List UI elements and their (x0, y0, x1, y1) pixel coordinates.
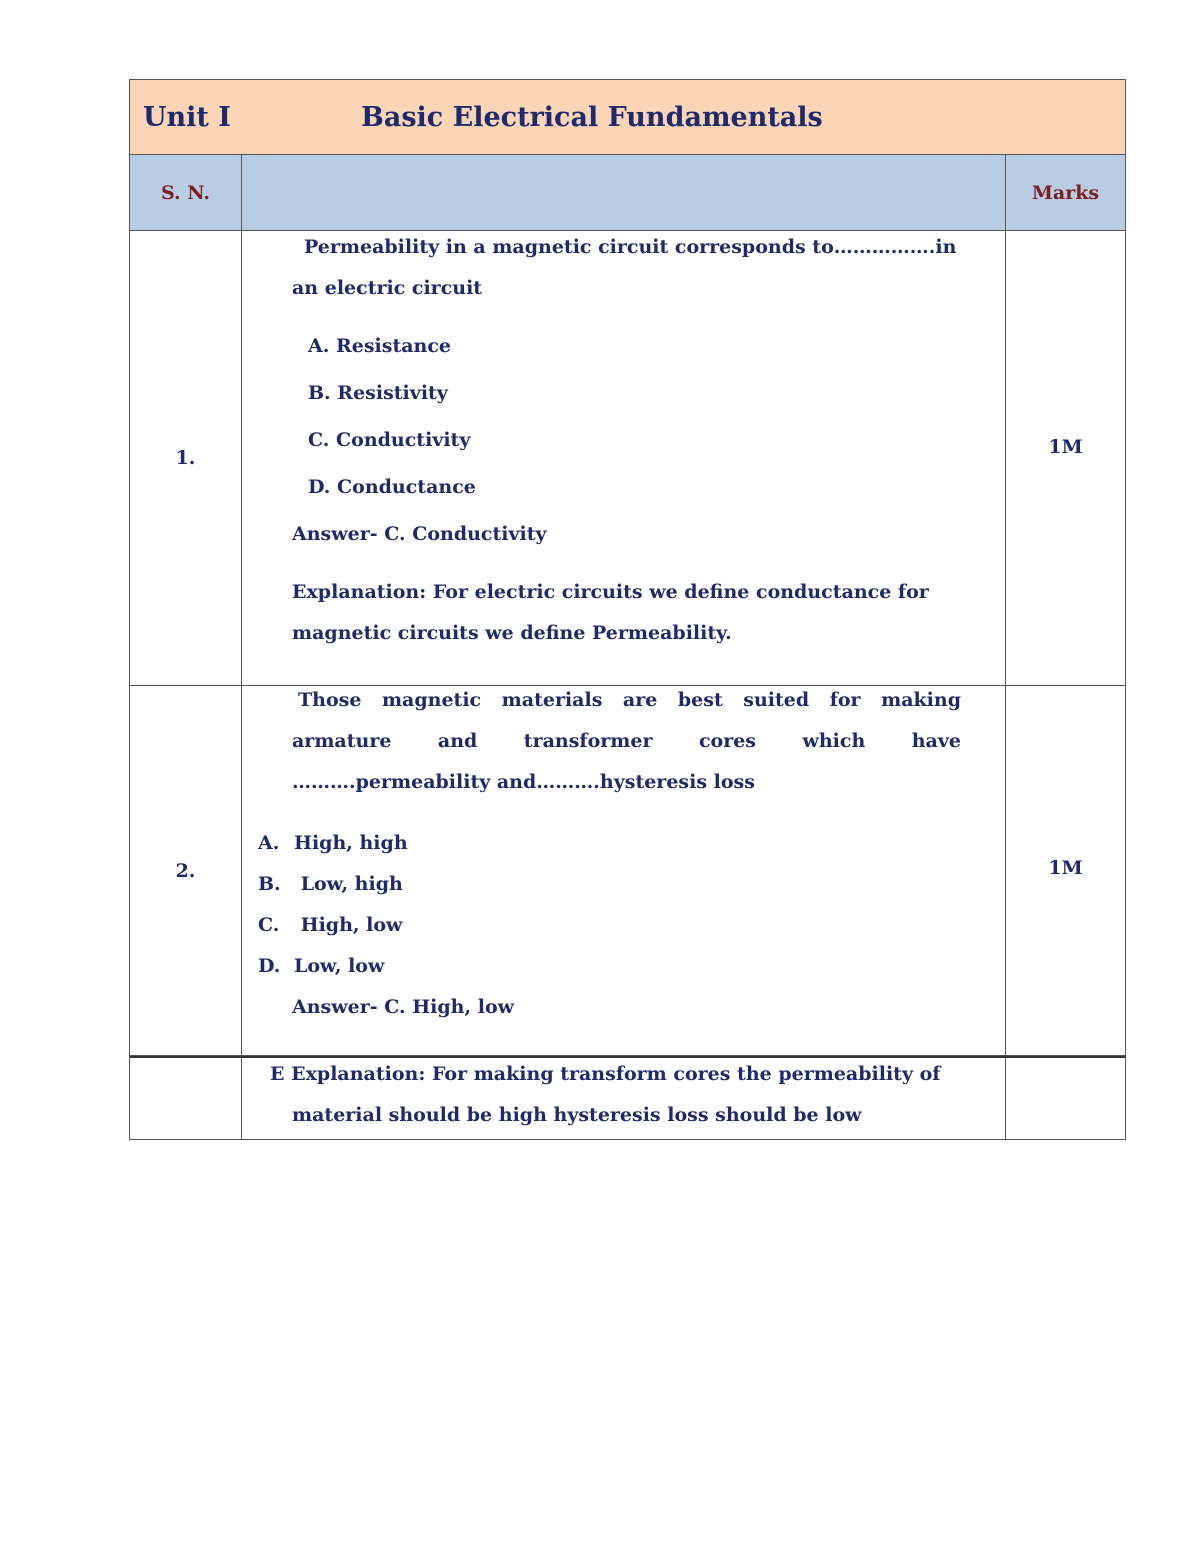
option-letter: A. (258, 832, 280, 854)
option-letter: B. (258, 873, 281, 895)
question-1-option-b: B. Resistivity (308, 382, 448, 404)
option-text: Low, low (294, 955, 385, 977)
question-2-text-line3: ……….permeability and……….hysteresis loss (292, 771, 755, 793)
question-2-option-c (258, 905, 1005, 946)
question-1-explanation-line1: Explanation: For electric circuits we define conductance for (292, 581, 929, 603)
question-2-content (241, 686, 1005, 1056)
question-1-text-line1: Permeability in a magnetic circuit corresponds to…………….in (304, 236, 957, 258)
question-1-text-line2: an electric circuit (292, 277, 483, 299)
question-1-sn: 1. (129, 231, 241, 686)
unit-label: Unit I (143, 101, 231, 133)
extra-row-sn (129, 1056, 241, 1140)
question-2-sn: 2. (129, 686, 241, 1056)
extra-row-marks (1005, 1056, 1126, 1140)
question-1-explanation (292, 572, 1005, 654)
question-2-answer: Answer- C. High, low (292, 996, 514, 1018)
question-table (129, 79, 1126, 1140)
question-1-options (292, 323, 1005, 511)
question-2-marks (1005, 686, 1126, 1056)
question-2-options (258, 823, 1005, 987)
question-2-text-line2: armature and transformer cores which have (292, 730, 961, 752)
column-header-question (241, 155, 1005, 231)
column-header-sn: S. N. (129, 155, 241, 231)
column-header-marks: Marks (1005, 155, 1126, 231)
question-1-answer: Answer- C. Conductivity (292, 523, 547, 545)
unit-title: Basic Electrical Fundamentals (361, 101, 823, 133)
question-2-text-line1: Those magnetic materials are best suited for making (298, 689, 961, 711)
option-letter: D. (258, 955, 281, 977)
question-1-marks-value: 1M (1048, 436, 1083, 458)
table-body (129, 155, 1126, 1140)
question-1-option-c: C. Conductivity (308, 429, 471, 451)
question-1-marks (1005, 231, 1126, 686)
question-2-marks-value: 1M (1048, 856, 1083, 879)
extra-explanation-line1: E Explanation: For making transform cores the permeability of (270, 1063, 941, 1085)
question-1-explanation-line2: magnetic circuits we define Permeability. (292, 622, 732, 644)
question-2-option-b (258, 864, 1005, 905)
question-1-option-d: D. Conductance (308, 476, 476, 498)
option-text: Low, high (294, 873, 403, 895)
unit-title-bar (129, 79, 1126, 155)
option-text: High, high (294, 832, 408, 854)
question-1-option-a: A. Resistance (308, 335, 452, 357)
option-letter: C. (258, 914, 280, 936)
question-2-option-d (258, 946, 1005, 987)
question-1-content (241, 231, 1005, 686)
option-text: High, low (294, 914, 403, 936)
extra-row-content (241, 1056, 1005, 1140)
extra-explanation-line2: material should be high hysteresis loss should be low (292, 1104, 862, 1126)
question-2-option-a (258, 823, 1005, 864)
